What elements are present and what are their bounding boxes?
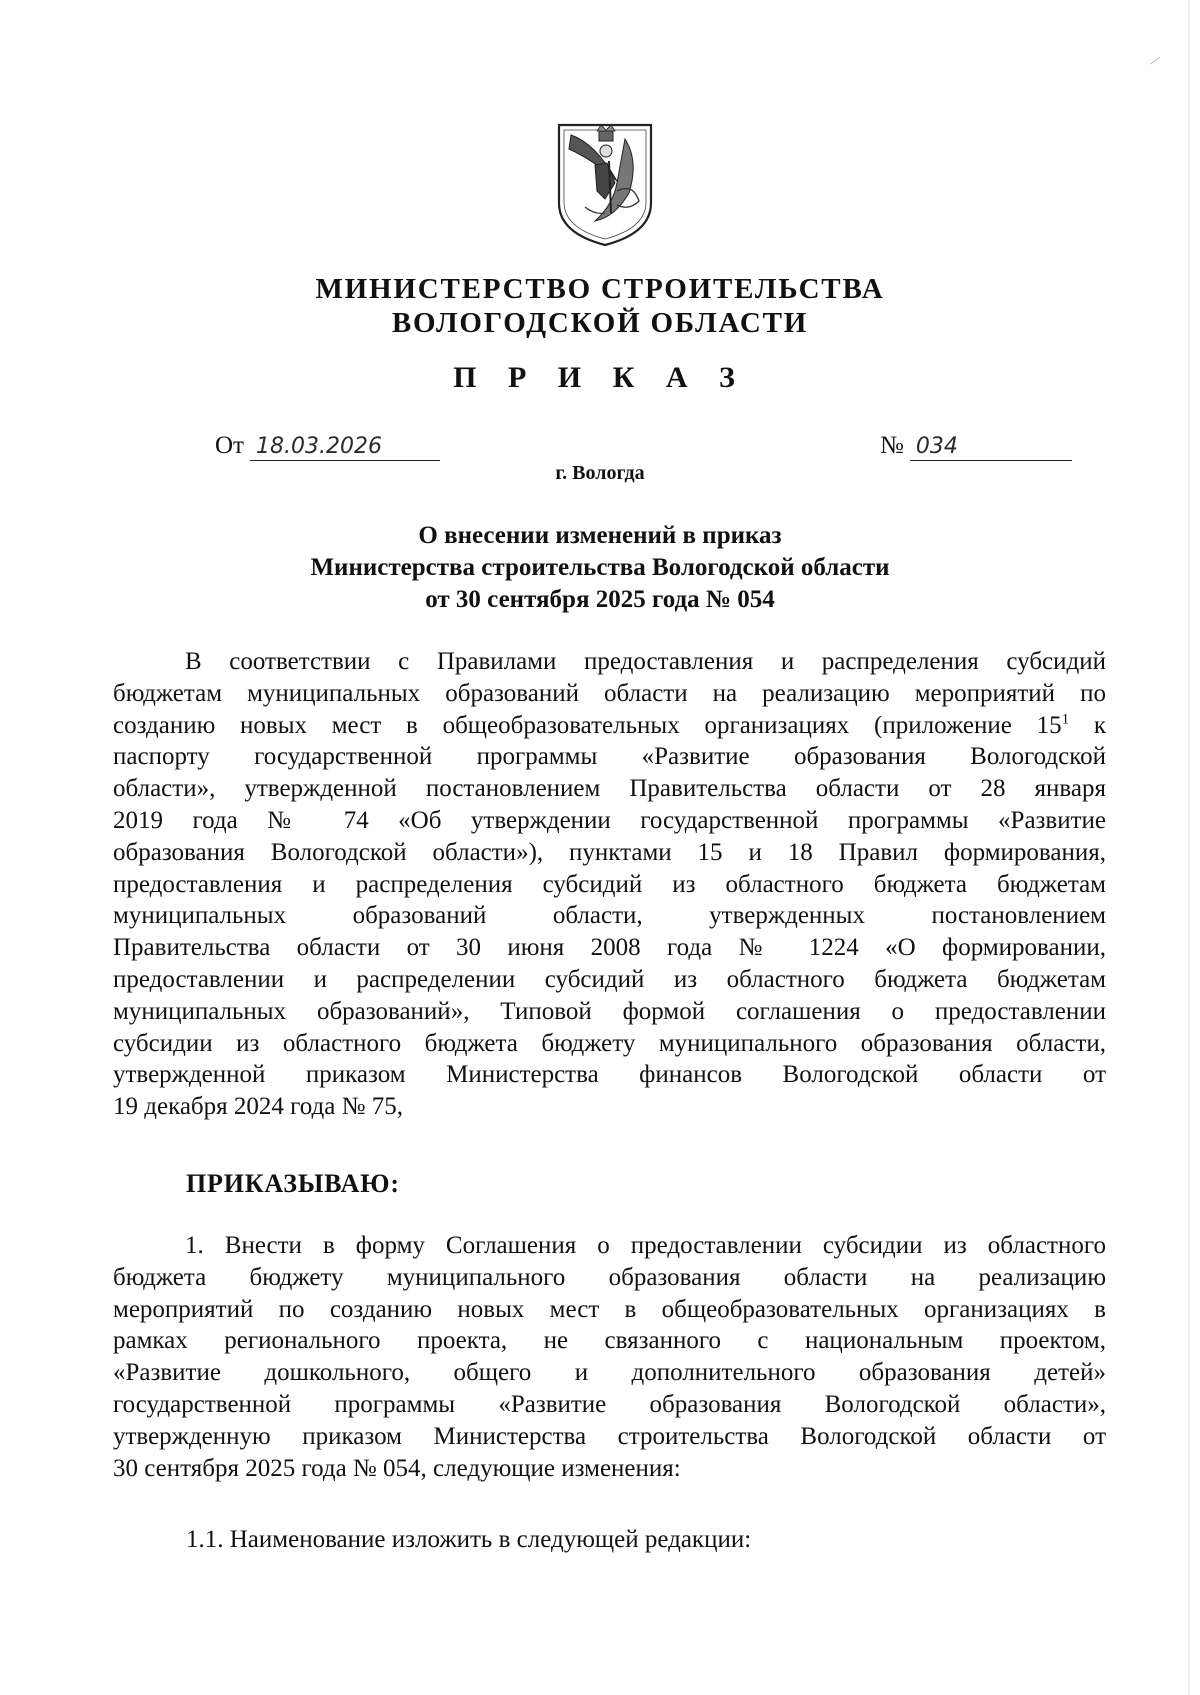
preamble-line: Правительства области от 30 июня 2008 года № 1224 «О формировании, (113, 934, 1106, 962)
item1-line: мероприятий по созданию новых мест в общеобразовательных организациях в (113, 1295, 1106, 1323)
preamble-line: утвержденной приказом Министерства финансов Вологодской области от (113, 1061, 1106, 1089)
preamble-line: муниципальных образований области, утвержденных постановлением (113, 902, 1106, 930)
superscript: 1 (1061, 711, 1070, 728)
number-value: 034 (910, 434, 1072, 461)
preamble-line-text: созданию новых мест в общеобразовательных организациях (приложение 15 (113, 711, 1062, 739)
preamble-line: муниципальных образований», Типовой формой соглашения о предоставлении (113, 997, 1106, 1025)
number-label: № (880, 432, 904, 459)
ministry-name-line2: ВОЛОГОДСКОЙ ОБЛАСТИ (391, 307, 809, 339)
preamble-line (113, 710, 1106, 742)
item1-line: «Развитие дошкольного, общего и дополнительного образования детей» (113, 1359, 1106, 1387)
coat-of-arms-icon (555, 121, 655, 249)
preamble-line: предоставления и распределения субсидий из областного бюджета бюджетам (113, 870, 1106, 898)
number-field (880, 430, 1072, 462)
scan-mark (1150, 57, 1162, 67)
order-heading: ПРИКАЗЫВАЮ: (186, 1169, 400, 1198)
item1-line: 1. Внести в форму Соглашения о предоставлении субсидии из областного (185, 1232, 1106, 1259)
scan-edge (1188, 0, 1190, 1695)
date-value: 18.03.2026 (250, 434, 440, 461)
document-type: П Р И К А З (453, 361, 747, 394)
preamble-line: паспорту государственной программы «Развитие образования Вологодской (113, 743, 1106, 771)
item-1 (113, 1230, 1106, 1484)
preamble-line: 19 декабря 2024 года № 75, (113, 1093, 403, 1121)
item1-line: утвержденную приказом Министерства строительства Вологодской области от (113, 1422, 1106, 1450)
preamble-line: В соответствии с Правилами предоставления и распределения субсидий (185, 648, 1106, 675)
preamble-line-tail: к (1093, 711, 1107, 739)
preamble-line: образования Вологодской области»), пунктами 15 и 18 Правил формирования, (113, 838, 1106, 866)
city: г. Вологда (555, 462, 645, 484)
title-line2: Министерства строительства Вологодской области (310, 554, 890, 581)
title-line3: от 30 сентября 2025 года № 054 (425, 586, 775, 613)
preamble-line: бюджетам муниципальных образований области на реализацию мероприятий по (113, 679, 1106, 707)
preamble (113, 646, 1106, 1123)
item-1-1: 1.1. Наименование изложить в следующей редакции: (186, 1526, 752, 1553)
ministry-name-line1: МИНИСТЕРСТВО СТРОИТЕЛЬСТВА (315, 273, 885, 305)
preamble-line: субсидии из областного бюджета бюджету муниципального образования области, (113, 1029, 1106, 1057)
item1-line: государственной программы «Развитие образования Вологодской области», (113, 1390, 1106, 1418)
item1-line: бюджета бюджету муниципального образования области на реализацию (113, 1263, 1106, 1291)
preamble-line: 2019 года № 74 «Об утверждении государственной программы «Развитие (113, 806, 1106, 834)
preamble-line: предоставлении и распределении субсидий из областного бюджета бюджетам (113, 965, 1106, 993)
title-line1: О внесении изменений в приказ (418, 522, 782, 549)
item1-line: рамках регионального проекта, не связанного с национальным проектом, (113, 1327, 1106, 1355)
date-label: От (215, 432, 244, 459)
date-field (215, 430, 440, 462)
item1-line: 30 сентября 2025 года № 054, следующие изменения: (113, 1454, 681, 1482)
preamble-line: области», утвержденной постановлением Правительства области от 28 января (113, 775, 1106, 803)
